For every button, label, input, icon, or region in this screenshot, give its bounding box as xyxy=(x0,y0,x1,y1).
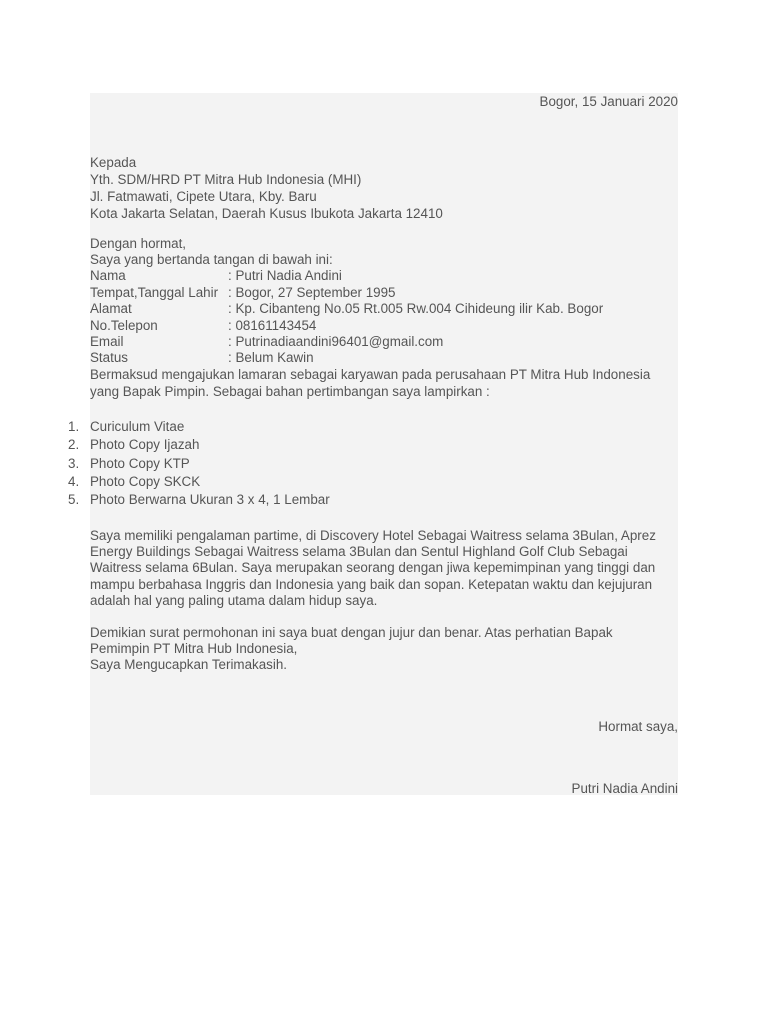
field-value: : Putri Nadia Andini xyxy=(228,268,342,283)
list-text: Photo Copy SKCK xyxy=(90,474,201,489)
closing-text: Pemimpin PT Mitra Hub Indonesia, xyxy=(90,641,298,656)
field-value: : Putrinadiaandini96401@gmail.com xyxy=(228,334,444,349)
recipient-greeting: Kepada xyxy=(90,155,137,170)
field-label: No.Telepon xyxy=(90,318,158,333)
field-row xyxy=(90,349,314,366)
field-label: Status xyxy=(90,350,128,365)
field-row xyxy=(90,317,316,334)
recipient-line: Kota Jakarta Selatan, Daerah Kusus Ibukota Jakarta 12410 xyxy=(90,206,443,221)
list-text: Photo Copy Ijazah xyxy=(90,437,200,452)
intro-text: Saya yang bertanda tangan di bawah ini: xyxy=(90,252,333,267)
list-number: 3. xyxy=(68,456,80,471)
field-value: : Bogor, 27 September 1995 xyxy=(228,285,396,300)
recipient-line: Yth. SDM/HRD PT Mitra Hub Indonesia (MHI) xyxy=(90,172,362,187)
list-text: Photo Berwarna Ukuran 3 x 4, 1 Lembar xyxy=(90,492,330,507)
field-label: Email xyxy=(90,334,124,349)
field-value: : Kp. Cibanteng No.05 Rt.005 Rw.004 Cihideung ilir Kab. Bogor xyxy=(228,301,604,316)
experience-text: Energy Buildings Sebagai Waitress selama 3Bulan dan Sentul Highland Golf Club Sebagai xyxy=(90,544,628,559)
list-number: 2. xyxy=(68,437,80,452)
field-row xyxy=(90,333,443,350)
field-value: : 08161143454 xyxy=(228,318,317,333)
experience-text: Waitress selama 6Bulan. Saya merupakan seorang dengan jiwa kepemimpinan yang tinggi dan xyxy=(90,560,656,575)
list-number: 4. xyxy=(68,474,80,489)
experience-text: Saya memiliki pengalaman partime, di Discovery Hotel Sebagai Waitress selama 3Bulan, Aprez xyxy=(90,528,656,543)
closing-text: Saya Mengucapkan Terimakasih. xyxy=(90,657,288,672)
list-text: Curiculum Vitae xyxy=(90,419,185,434)
closing-text: Demikian surat permohonan ini saya buat dengan jujur dan benar. Atas perhatian Bapak xyxy=(90,625,613,640)
letter-date: Bogor, 15 Januari 2020 xyxy=(539,94,678,109)
list-text: Photo Copy KTP xyxy=(90,456,190,471)
field-label: Nama xyxy=(90,268,126,283)
field-label: Tempat,Tanggal Lahir xyxy=(90,285,219,300)
field-label: Alamat xyxy=(90,301,132,316)
experience-text: mampu berbahasa Inggris dan Indonesia yang baik dan sopan. Ketepatan waktu dan kejujuran xyxy=(90,577,653,592)
field-value: : Belum Kawin xyxy=(228,350,314,365)
list-number: 1. xyxy=(68,419,80,434)
field-row xyxy=(90,267,342,284)
recipient-line: Jl. Fatmawati, Cipete Utara, Kby. Baru xyxy=(90,189,317,204)
sign-off: Hormat saya, xyxy=(598,719,678,734)
purpose-text: yang Bapak Pimpin. Sebagai bahan pertimbangan saya lampirkan : xyxy=(90,384,490,399)
salutation: Dengan hormat, xyxy=(90,236,187,251)
field-row xyxy=(90,284,396,301)
signature-name: Putri Nadia Andini xyxy=(571,781,678,796)
field-row xyxy=(90,300,603,317)
list-number: 5. xyxy=(68,492,80,507)
purpose-text: Bermaksud mengajukan lamaran sebagai karyawan pada perusahaan PT Mitra Hub Indonesia xyxy=(90,367,651,382)
experience-text: adalah hal yang paling utama dalam hidup saya. xyxy=(90,593,378,608)
